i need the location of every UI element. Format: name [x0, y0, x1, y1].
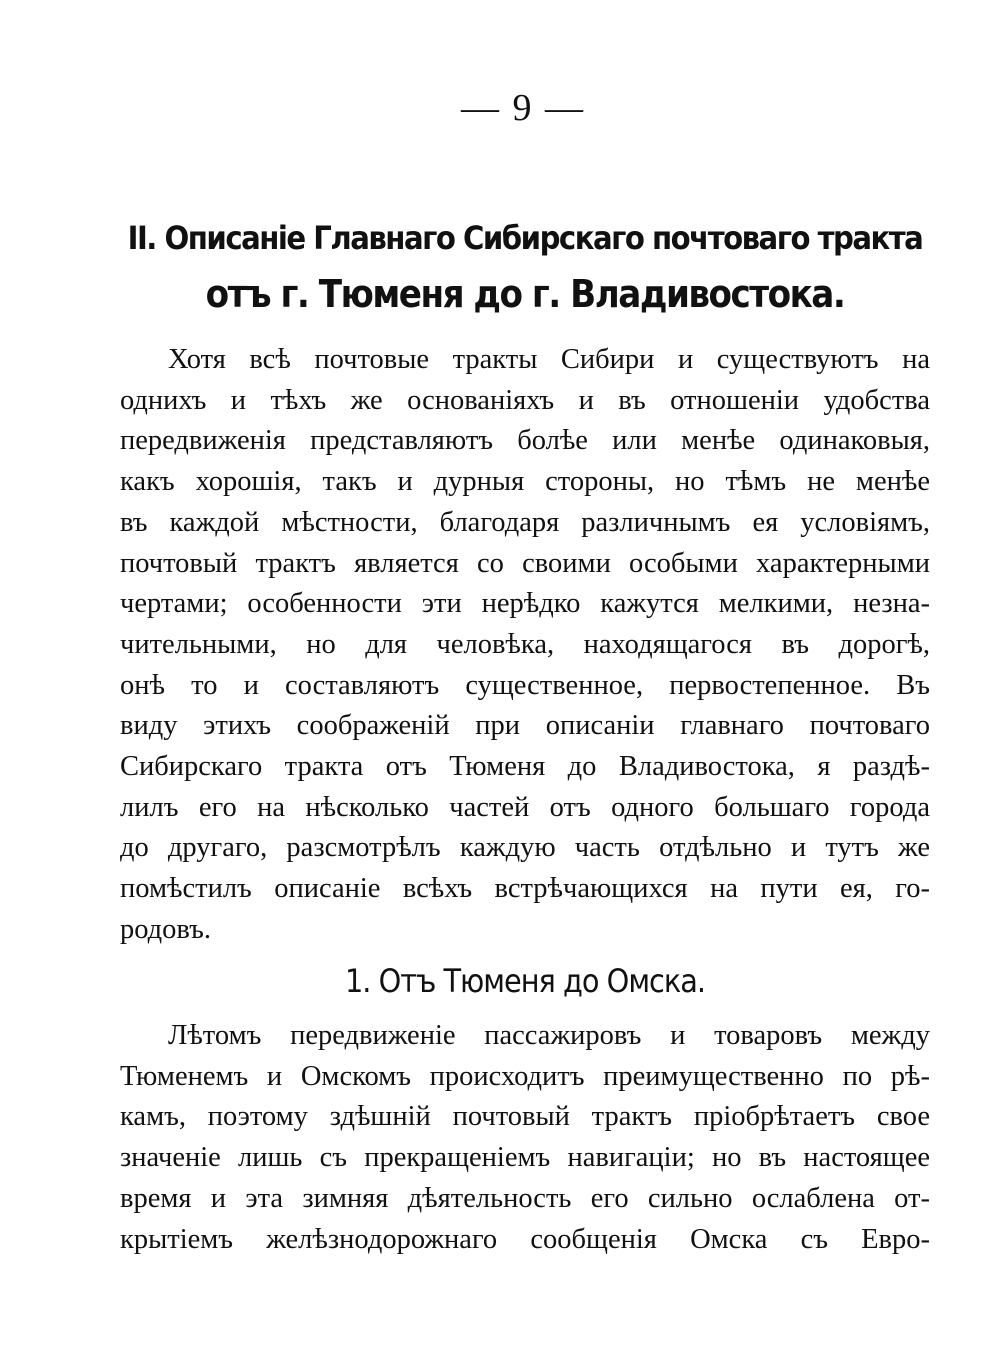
paragraph-2: [120, 1016, 930, 1260]
subsection-heading: 1. Отъ Тюменя до Омска.: [344, 962, 706, 1000]
text-line: камъ, поэтому здѣшній почтовый трактъ пріобрѣтаетъ свое: [120, 1101, 930, 1133]
text-line: Тюменемъ и Омскомъ происходитъ преимущественно по рѣ-: [120, 1060, 930, 1092]
text-line: передвиженія представляютъ болѣе или менѣе одинаковыя,: [120, 425, 930, 457]
paragraph-1: [120, 340, 930, 951]
text-line: чертами; особенности эти нерѣдко кажутся мелкими, незна-: [120, 588, 930, 620]
text-line: родовъ.: [120, 913, 212, 945]
text-line: какъ хорошія, такъ и дурныя стороны, но тѣмъ не менѣе: [120, 466, 930, 498]
text-line: однихъ и тѣхъ же основаніяхъ и въ отношеніи удобства: [120, 384, 930, 416]
text-line: до другаго, разсмотрѣлъ каждую часть отдѣльно и тутъ же: [120, 832, 930, 864]
text-line: время и эта зимняя дѣятельность его сильно ослаблена от-: [120, 1182, 930, 1214]
text-line: Сибирскаго тракта отъ Тюменя до Владивостока, я раздѣ-: [120, 751, 930, 783]
text-line: Хотя всѣ почтовые тракты Сибири и существуютъ на: [168, 344, 930, 375]
text-line: крытіемъ желѣзнодорожнаго сообщенія Омска съ Евро-: [120, 1223, 930, 1255]
text-line: помѣстилъ описаніе всѣхъ встрѣчающихся на пути ея, го-: [120, 873, 930, 905]
text-line: значеніе лишь съ прекращеніемъ навигаціи; но въ настоящее: [120, 1142, 930, 1174]
text-line: виду этихъ соображеній при описаніи главнаго почтоваго: [120, 710, 930, 742]
section-heading-line-1: II. Описаніе Главнаго Сибирскаго почтоваго тракта: [127, 219, 923, 257]
text-line: онѣ то и составляютъ существенное, первостепенное. Въ: [120, 669, 930, 701]
section-heading-line-2: отъ г. Тюменя до г. Владивостока.: [205, 272, 845, 316]
page-number: — 9 —: [461, 87, 585, 129]
text-line: въ каждой мѣстности, благодаря различнымъ ея условіямъ,: [120, 506, 930, 538]
text-line: чительными, но для человѣка, находящагося въ дорогѣ,: [120, 628, 930, 660]
text-line: почтовый трактъ является со своими особыми характерными: [120, 547, 930, 579]
section-heading: [120, 210, 930, 322]
text-line: Лѣтомъ передвиженіе пассажировъ и товаровъ между: [168, 1020, 930, 1051]
text-line: лилъ его на нѣсколько частей отъ одного большаго города: [120, 791, 930, 823]
